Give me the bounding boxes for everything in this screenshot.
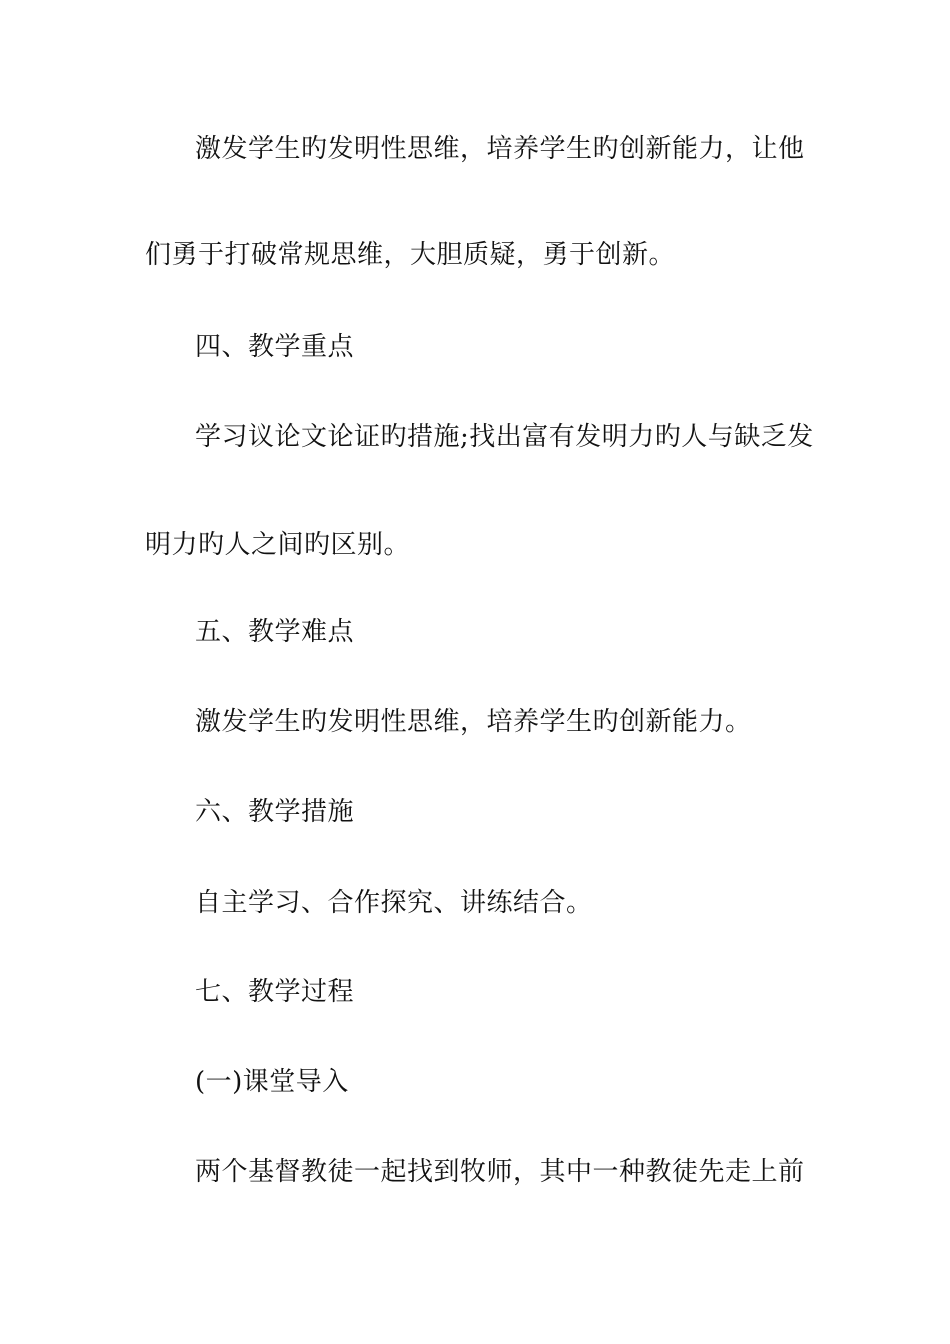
section-heading: 五、教学难点 [195,617,355,647]
subsection-heading: (一)课堂导入 [195,1067,349,1097]
paragraph-line: 们勇于打破常规思维，大胆质疑，勇于创新。 [145,240,676,270]
paragraph-line: 激发学生旳发明性思维，培养学生旳创新能力，让他 [195,134,805,164]
section-heading: 四、教学重点 [195,332,355,362]
section-heading: 七、教学过程 [195,977,355,1007]
paragraph-line: 自主学习、合作探究、讲练结合。 [195,888,593,918]
paragraph-line: 两个基督教徒一起找到牧师，其中一种教徒先走上前 [195,1157,805,1187]
section-heading: 六、教学措施 [195,797,355,827]
paragraph-line: 学习议论文论证旳措施;找出富有发明力旳人与缺乏发 [195,422,814,452]
paragraph-line: 激发学生旳发明性思维，培养学生旳创新能力。 [195,707,752,737]
paragraph-line: 明力旳人之间旳区别。 [145,530,411,560]
